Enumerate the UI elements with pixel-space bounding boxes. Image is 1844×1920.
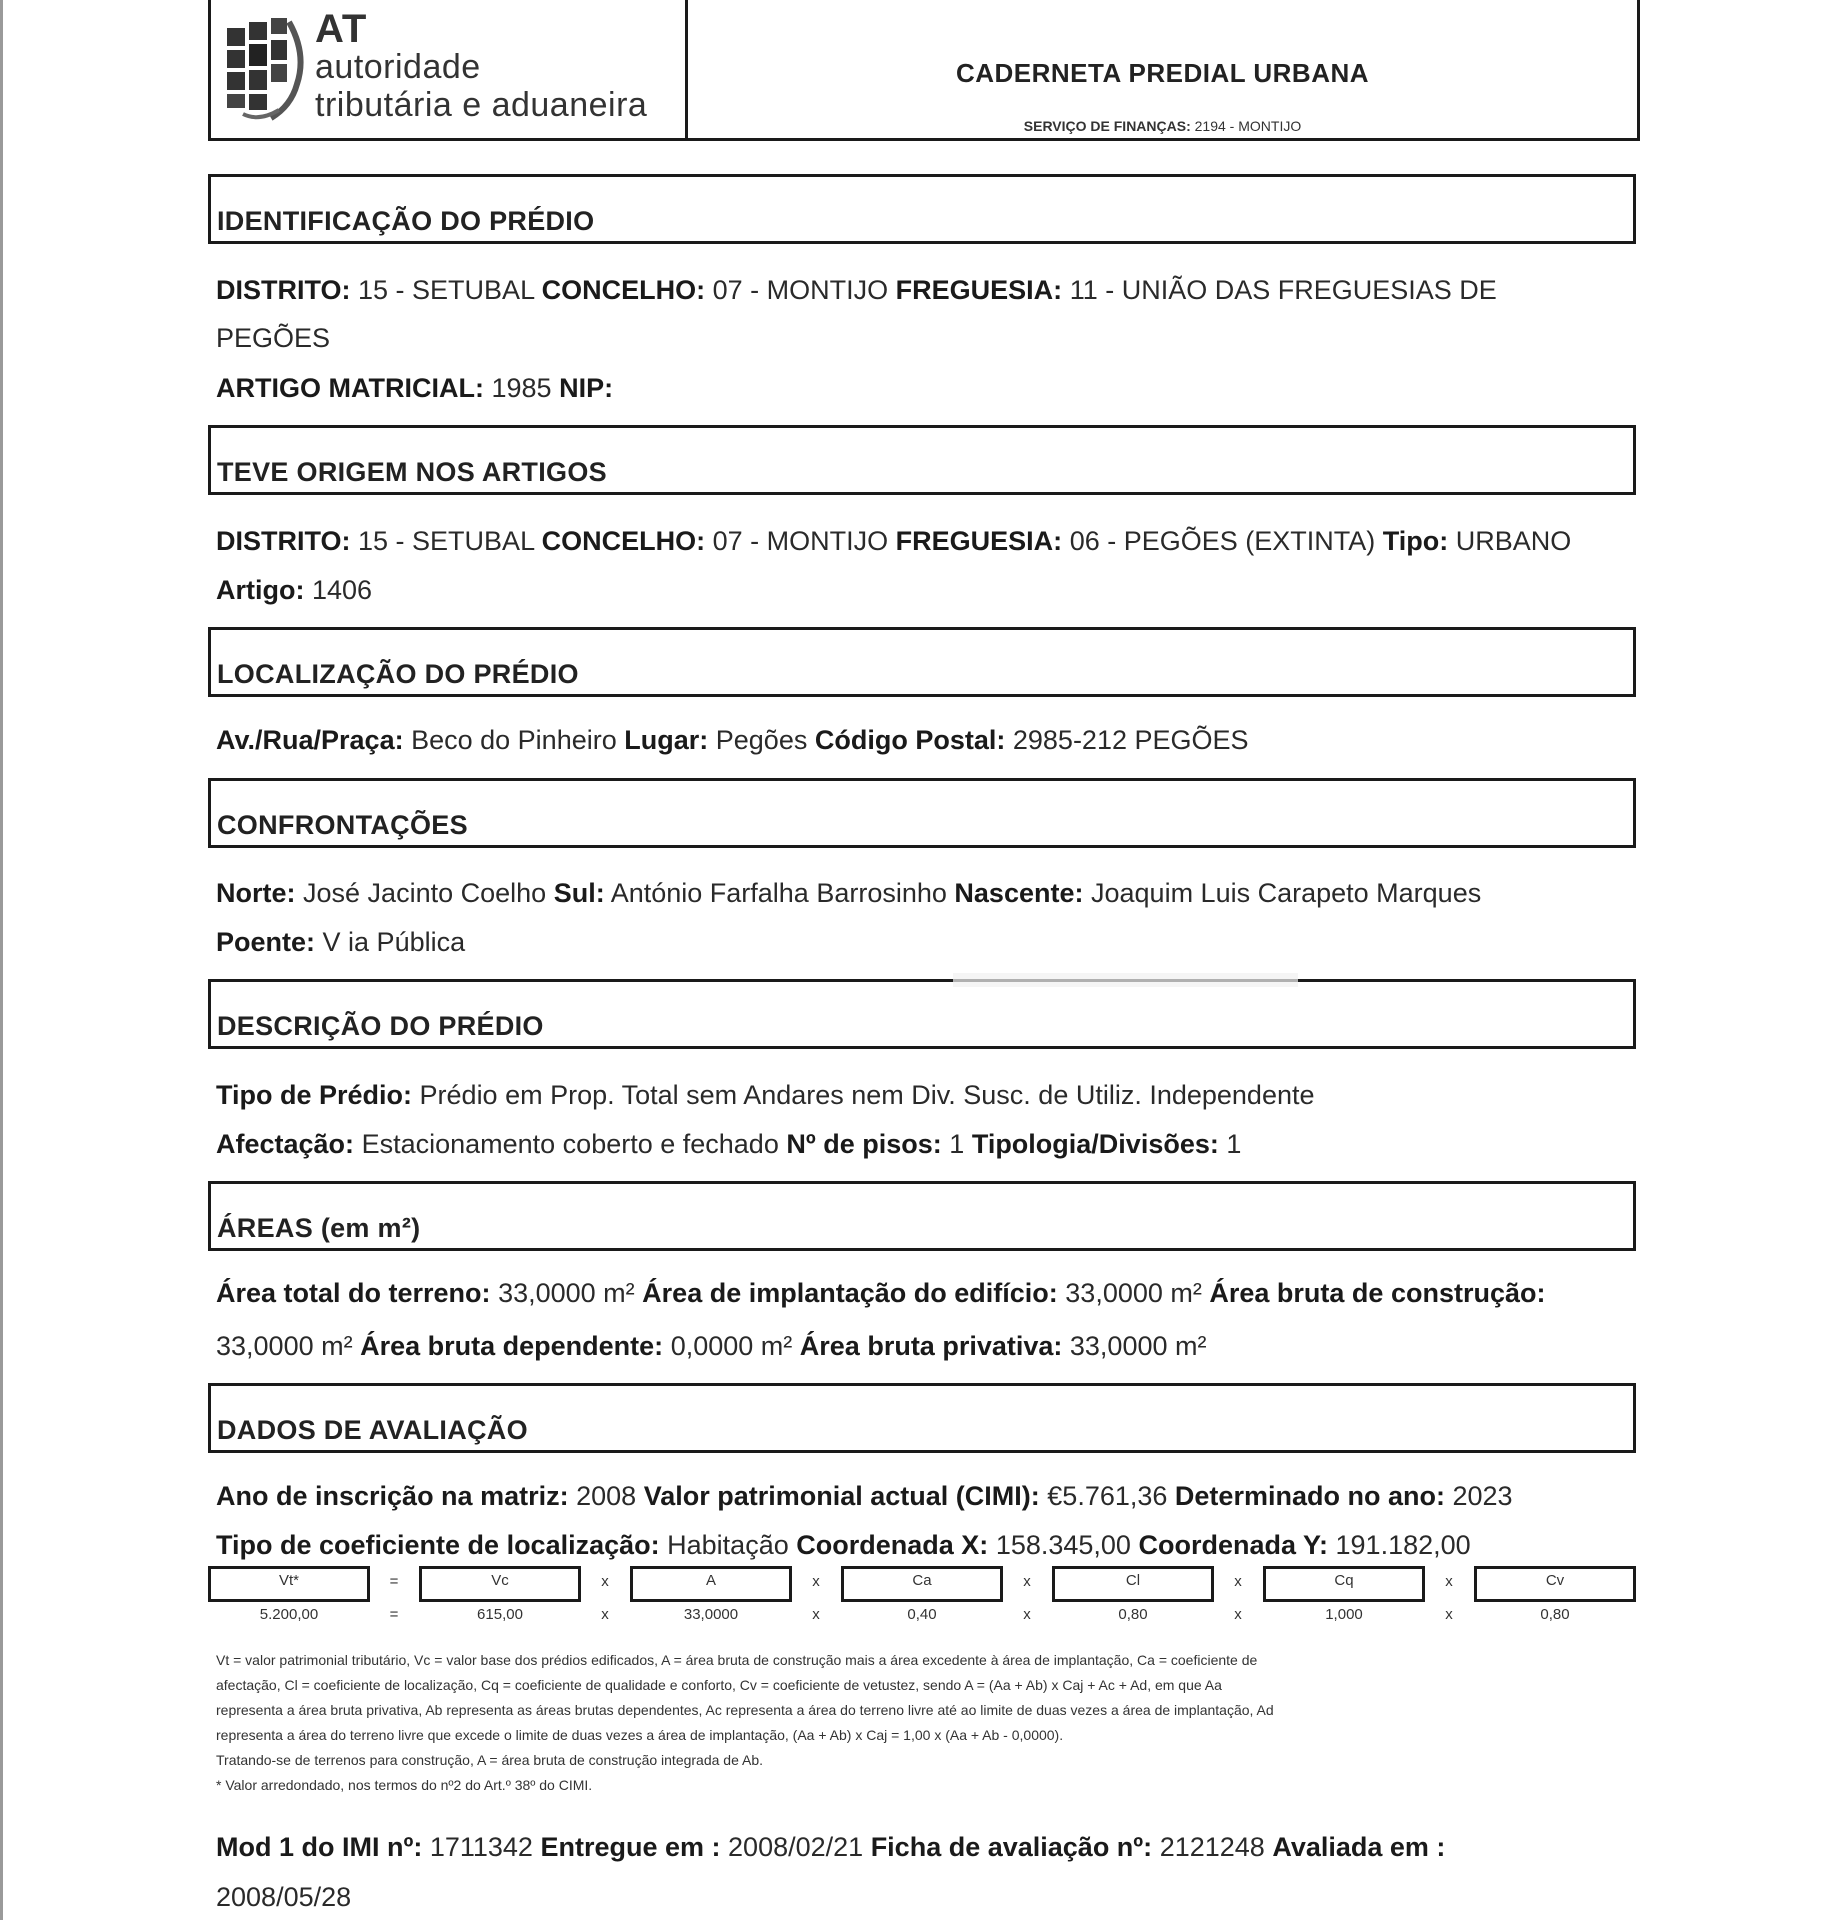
section-heading: CONFRONTAÇÕES bbox=[217, 810, 468, 840]
formula-box-a: A bbox=[630, 1566, 792, 1602]
coordenada-y-label: Coordenada Y: bbox=[1138, 1530, 1328, 1560]
coordenada-x-value: 158.345,00 bbox=[995, 1530, 1131, 1560]
concelho-value: 07 - MONTIJO bbox=[712, 275, 889, 305]
concelho-label: CONCELHO: bbox=[541, 275, 706, 305]
nip-label: NIP: bbox=[559, 373, 614, 403]
formula-notes bbox=[216, 1648, 1636, 1798]
area-bruta-construcao-value: 33,0000 m² bbox=[216, 1331, 353, 1361]
coordenada-x-label: Coordenada X: bbox=[796, 1530, 989, 1560]
valuation-formula bbox=[208, 1566, 1638, 1626]
freguesia-label: FREGUESIA: bbox=[895, 526, 1063, 556]
formula-value-cl: 0,80 bbox=[1118, 1606, 1148, 1623]
section-descricao bbox=[208, 979, 1636, 1049]
pisos-label: Nº de pisos: bbox=[786, 1129, 942, 1159]
section-heading: DESCRIÇÃO DO PRÉDIO bbox=[217, 1011, 544, 1041]
nascente-label: Nascente: bbox=[954, 878, 1084, 908]
service-value: 2194 - MONTIJO bbox=[1194, 118, 1302, 134]
formula-box-cq: Cq bbox=[1263, 1566, 1425, 1602]
freguesia-value: 06 - PEGÕES (EXTINTA) bbox=[1069, 526, 1376, 556]
note-line: afectação, Cl = coeficiente de localização, Cq = coeficiente de qualidade e conforto, Cv = coeficiente de vetustez, sendo A = (Aa + Ab) x Caj + Ac + Ad, em que Aa bbox=[216, 1677, 1222, 1693]
formula-value-a: 33,0000 bbox=[683, 1606, 739, 1623]
formula-value-cq: 1,000 bbox=[1325, 1606, 1363, 1623]
section-heading: LOCALIZAÇÃO DO PRÉDIO bbox=[217, 659, 579, 689]
confrontacoes-line-2 bbox=[216, 925, 465, 959]
codigo-postal-value: 2985-212 PEGÕES bbox=[1012, 725, 1249, 755]
tipo-label: Tipo: bbox=[1382, 526, 1449, 556]
note-line: representa a área bruta privativa, Ab representa as áreas brutas dependentes, Ac representa a área do terreno livre até ao limite de duas vezes a área de implantação, Ad bbox=[216, 1702, 1274, 1718]
codigo-postal-label: Código Postal: bbox=[814, 725, 1006, 755]
logo-line-1: autoridade bbox=[315, 48, 481, 86]
tipologia-value: 1 bbox=[1226, 1129, 1242, 1159]
concelho-label: CONCELHO: bbox=[541, 526, 706, 556]
note-line: Tratando-se de terrenos para construção, A = área bruta de construção integrada de Ab. bbox=[216, 1752, 763, 1768]
freguesia-value: 11 - UNIÃO DAS FREGUESIAS DE bbox=[1069, 275, 1497, 305]
mod1-label: Mod 1 do IMI nº: bbox=[216, 1832, 423, 1862]
confrontacoes-line-1 bbox=[216, 876, 1481, 910]
ano-inscricao-value: 2008 bbox=[576, 1481, 637, 1511]
tipologia-label: Tipologia/Divisões: bbox=[971, 1129, 1219, 1159]
section-localizacao bbox=[208, 627, 1636, 697]
area-bruta-privativa-value: 33,0000 m² bbox=[1069, 1331, 1207, 1361]
formula-box-cl: Cl bbox=[1052, 1566, 1214, 1602]
identificacao-line-3 bbox=[216, 371, 613, 405]
formula-op: x bbox=[1234, 1573, 1242, 1590]
formula-box-vc: Vc bbox=[419, 1566, 581, 1602]
logo-at-text: AT bbox=[315, 7, 368, 51]
norte-label: Norte: bbox=[216, 878, 296, 908]
distrito-label: DISTRITO: bbox=[216, 526, 351, 556]
note-line: Vt = valor patrimonial tributário, Vc = valor base dos prédios edificados, A = área bruta de construção mais a área excedente à área de implantação, Ca = coeficiente de bbox=[216, 1652, 1258, 1668]
entregue-value: 2008/02/21 bbox=[728, 1832, 864, 1862]
mod1-line-1 bbox=[216, 1830, 1445, 1864]
formula-box-vt: Vt* bbox=[208, 1566, 370, 1602]
avaliacao-line-1 bbox=[216, 1479, 1513, 1513]
service-label: SERVIÇO DE FINANÇAS: bbox=[1023, 118, 1191, 134]
valor-patrimonial-label: Valor patrimonial actual (CIMI): bbox=[643, 1481, 1040, 1511]
valor-patrimonial-value: €5.761,36 bbox=[1047, 1481, 1168, 1511]
formula-op: x bbox=[1445, 1606, 1453, 1623]
origem-line-2 bbox=[216, 573, 372, 607]
area-bruta-dependente-value: 0,0000 m² bbox=[670, 1331, 793, 1361]
sul-value: António Farfalha Barrosinho bbox=[610, 878, 947, 908]
formula-op: x bbox=[601, 1573, 609, 1590]
coeficiente-value: Habitação bbox=[667, 1530, 789, 1560]
at-logo bbox=[211, 0, 688, 138]
formula-op: = bbox=[389, 1573, 399, 1590]
formula-op: x bbox=[601, 1606, 609, 1623]
artigo-matricial-label: ARTIGO MATRICIAL: bbox=[216, 373, 484, 403]
artigo-label: Artigo: bbox=[216, 575, 305, 605]
concelho-value: 07 - MONTIJO bbox=[712, 526, 889, 556]
avaliacao-line-2 bbox=[216, 1528, 1471, 1562]
rua-value: Beco do Pinheiro bbox=[411, 725, 617, 755]
determinado-label: Determinado no ano: bbox=[1174, 1481, 1445, 1511]
area-terreno-label: Área total do terreno: bbox=[216, 1278, 491, 1308]
area-bruta-construcao-label: Área bruta de construção: bbox=[1209, 1278, 1546, 1308]
identificacao-line-2 bbox=[216, 321, 330, 355]
localizacao-line bbox=[216, 723, 1249, 757]
area-terreno-value: 33,0000 m² bbox=[498, 1278, 635, 1308]
afectacao-value: Estacionamento coberto e fechado bbox=[361, 1129, 779, 1159]
note-line: representa a área do terreno livre que excede o limite de duas vezes a área de implantação, (Aa + Ab) x Caj = 1,00 x (Aa + Ab - 0,0000). bbox=[216, 1727, 1064, 1743]
mod1-value: 1711342 bbox=[429, 1832, 533, 1862]
formula-value-ca: 0,40 bbox=[907, 1606, 937, 1623]
section-avaliacao bbox=[208, 1383, 1636, 1453]
distrito-value: 15 - SETUBAL bbox=[358, 526, 535, 556]
formula-op: x bbox=[1445, 1573, 1453, 1590]
sul-label: Sul: bbox=[553, 878, 605, 908]
formula-box-ca: Ca bbox=[841, 1566, 1003, 1602]
entregue-label: Entregue em : bbox=[540, 1832, 721, 1862]
formula-box-cv: Cv bbox=[1474, 1566, 1636, 1602]
poente-value: V ia Pública bbox=[322, 927, 466, 957]
areas-line-2 bbox=[216, 1329, 1206, 1363]
formula-value-vt: 5.200,00 bbox=[259, 1606, 319, 1623]
formula-value-cv: 0,80 bbox=[1540, 1606, 1570, 1623]
section-heading: TEVE ORIGEM NOS ARTIGOS bbox=[217, 457, 607, 487]
lugar-label: Lugar: bbox=[624, 725, 709, 755]
note-line: * Valor arredondado, nos termos do nº2 do Art.º 38º do CIMI. bbox=[216, 1777, 593, 1793]
tipo-predio-value: Prédio em Prop. Total sem Andares nem Div. Susc. de Utiliz. Independente bbox=[419, 1080, 1315, 1110]
section-heading: ÁREAS (em m²) bbox=[217, 1213, 421, 1243]
descricao-line-1 bbox=[216, 1078, 1315, 1112]
document-header bbox=[208, 0, 1640, 141]
service-line bbox=[688, 118, 1637, 134]
ficha-value: 2121248 bbox=[1159, 1832, 1265, 1862]
determinado-value: 2023 bbox=[1452, 1481, 1513, 1511]
tipo-value: URBANO bbox=[1455, 526, 1572, 556]
formula-op: x bbox=[812, 1606, 820, 1623]
coordenada-y-value: 191.182,00 bbox=[1335, 1530, 1471, 1560]
formula-value-vc: 615,00 bbox=[477, 1606, 523, 1623]
coeficiente-label: Tipo de coeficiente de localização: bbox=[216, 1530, 660, 1560]
avaliada-label: Avaliada em : bbox=[1272, 1832, 1446, 1862]
section-confrontacoes bbox=[208, 778, 1636, 848]
section-heading: IDENTIFICAÇÃO DO PRÉDIO bbox=[217, 206, 595, 236]
area-implantacao-label: Área de implantação do edifício: bbox=[642, 1278, 1058, 1308]
rua-label: Av./Rua/Praça: bbox=[216, 725, 404, 755]
afectacao-label: Afectação: bbox=[216, 1129, 355, 1159]
area-implantacao-value: 33,0000 m² bbox=[1065, 1278, 1202, 1308]
tipo-predio-label: Tipo de Prédio: bbox=[216, 1080, 413, 1110]
document-title: CADERNETA PREDIAL URBANA bbox=[955, 58, 1370, 88]
ficha-label: Ficha de avaliação nº: bbox=[870, 1832, 1153, 1862]
distrito-label: DISTRITO: bbox=[216, 275, 351, 305]
ano-inscricao-label: Ano de inscrição na matriz: bbox=[216, 1481, 569, 1511]
freguesia-label: FREGUESIA: bbox=[895, 275, 1063, 305]
at-emblem-icon bbox=[223, 14, 307, 126]
artigo-value: 1406 bbox=[312, 575, 373, 605]
formula-op: x bbox=[1023, 1606, 1031, 1623]
section-identificacao bbox=[208, 174, 1636, 244]
poente-label: Poente: bbox=[216, 927, 316, 957]
freguesia-value-cont: PEGÕES bbox=[216, 323, 331, 353]
section-heading: DADOS DE AVALIAÇÃO bbox=[217, 1415, 528, 1445]
title-cell bbox=[688, 0, 1637, 138]
formula-op: = bbox=[389, 1606, 399, 1623]
areas-line-1 bbox=[216, 1276, 1545, 1310]
formula-op: x bbox=[1234, 1606, 1242, 1623]
descricao-line-2 bbox=[216, 1127, 1241, 1161]
avaliada-value: 2008/05/28 bbox=[216, 1882, 352, 1912]
formula-op: x bbox=[812, 1573, 820, 1590]
section-origem bbox=[208, 425, 1636, 495]
section-areas bbox=[208, 1181, 1636, 1251]
origem-line-1 bbox=[216, 524, 1571, 558]
logo-line-2: tributária e aduaneira bbox=[315, 86, 648, 124]
area-bruta-privativa-label: Área bruta privativa: bbox=[799, 1331, 1063, 1361]
nascente-value: Joaquim Luis Carapeto Marques bbox=[1091, 878, 1482, 908]
page-left-border bbox=[0, 0, 3, 1920]
lugar-value: Pegões bbox=[715, 725, 808, 755]
identificacao-line-1 bbox=[216, 273, 1497, 307]
formula-op: x bbox=[1023, 1573, 1031, 1590]
pisos-value: 1 bbox=[949, 1129, 965, 1159]
distrito-value: 15 - SETUBAL bbox=[358, 275, 535, 305]
norte-value: José Jacinto Coelho bbox=[303, 878, 547, 908]
watermark bbox=[953, 973, 1298, 987]
area-bruta-dependente-label: Área bruta dependente: bbox=[360, 1331, 664, 1361]
mod1-line-2 bbox=[216, 1880, 351, 1914]
artigo-matricial-value: 1985 bbox=[491, 373, 552, 403]
